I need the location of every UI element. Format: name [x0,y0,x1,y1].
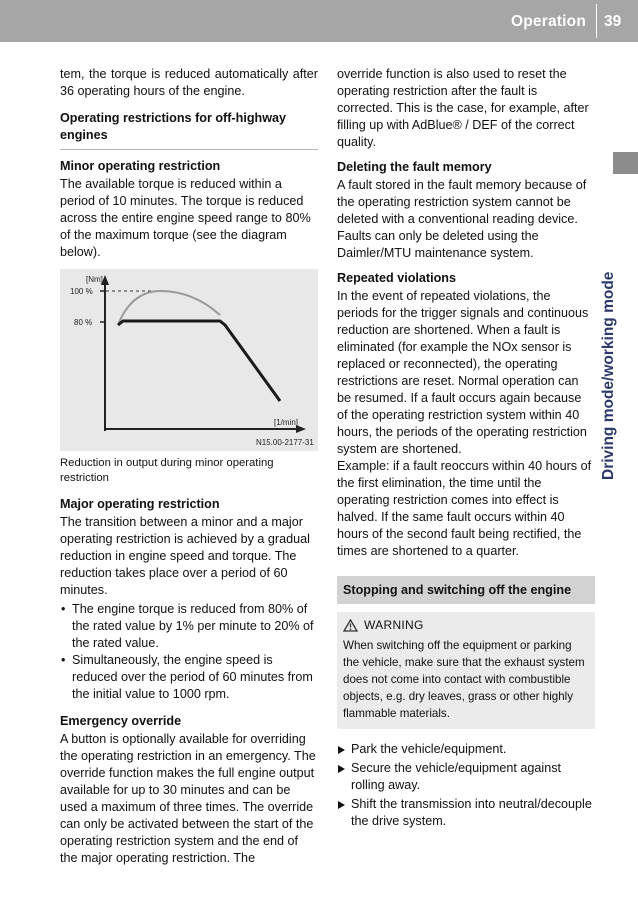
page-number: 39 [604,13,622,30]
x-unit-label: [1/min] [274,418,299,427]
reduced-torque-curve [118,321,280,401]
step-text: Secure the vehicle/equipment against rolling away. [351,761,562,792]
chapter-label: Driving mode/working mode [600,271,617,480]
section-title: Operation [510,13,586,30]
minor-restriction-paragraph: The available torque is reduced within a period of 10 minutes. The torque is reduced across the entire engine speed range to 80% of the maximum torque (see the diagram below). [60,177,311,259]
step-arrow-icon [338,765,345,773]
bullet-icon: • [61,602,66,616]
label-100-percent: 100 % [70,287,93,296]
heading-offhighway: Operating restrictions for off-highway engines [60,110,318,150]
heading-minor-restriction: Minor operating restriction [60,159,221,173]
intro-paragraph: tem, the torque is reduced automatically after 36 operating hours of the engine. [60,67,318,98]
chapter-tab [613,152,638,174]
heading-repeated-violations: Repeated violations [337,271,456,285]
step-arrow-icon [338,746,345,754]
warning-label: WARNING [364,618,424,632]
step-text: Shift the transmission into neutral/decouple the drive system. [351,797,592,828]
step-arrow-icon [338,801,345,809]
right-column [337,66,595,832]
override-paragraph: override function is also used to reset the operating restriction after the fault is corrected. This is the case, for example, after filling up with AdBlue® / DEF of the correct quality. [337,67,589,149]
y-unit-label: [Nm] [86,275,103,284]
list-item [337,796,595,830]
diagram-caption: Reduction in output during minor operating restriction [60,457,274,484]
page-header [0,0,638,42]
list-item-text: Simultaneously, the engine speed is reduced over the period of 60 minutes from the initial value to 1000 rpm. [72,653,313,701]
heading-major-restriction: Major operating restriction [60,497,220,511]
bullet-icon: • [61,653,66,667]
torque-diagram [60,269,318,451]
list-item [60,601,318,652]
list-item [337,760,595,794]
major-restriction-paragraph: The transition between a minor and a major operating restriction is achieved by a gradual reduction in engine speed and torque. The reduction takes place over a period of 60 minutes. [60,515,310,597]
heading-deleting-fault-memory: Deleting the fault memory [337,160,492,174]
warning-triangle-icon [343,619,358,632]
stopping-steps-list [337,741,595,830]
diagram-reference: N15.00-2177-31 [256,438,314,447]
heading-stopping-engine: Stopping and switching off the engine [337,576,595,604]
repeated-violations-paragraph: In the event of repeated violations, the periods for the trigger signals and continuous reduction are shortened. When a fault is eliminated (for example the NOx sensor is replaced or reconnected), the operating restrictions are reset. Normal operation can be resumed. If a fault occurs again because of the operating restriction system within 40 hours, the periods of the operating restriction system are shortened. [337,289,589,456]
list-item [60,652,318,703]
list-item [337,741,595,758]
label-80-percent: 80 % [74,318,93,327]
left-column [60,66,318,867]
major-restriction-list [60,601,318,703]
step-text: Park the vehicle/equipment. [351,742,507,756]
warning-box [337,612,595,729]
header-divider [596,4,597,38]
torque-diagram-svg [60,269,318,451]
deleting-fault-paragraph: A fault stored in the fault memory because of the operating restriction system cannot be deleted with a conventional reading device. Faults can only be deleted using the Daimler/MTU maintenance system. [337,178,587,260]
list-item-text: The engine torque is reduced from 80% of the rated value by 1% per minute to 20% of the rated value. [72,602,314,650]
emergency-override-paragraph: A button is optionally available for overriding the operating restriction in an emergency. The override function makes the full engine output available for up to 30 minutes and can be used a maximum of three times. The override can only be activated between the start of the operating restriction system and the end of the major operating restriction. The [60,732,316,865]
warning-text: When switching off the equipment or parking the vehicle, make sure that the exhaust system does not come into contact with combustible objects, e.g. dry leaves, grass or other highly flammable materials. [343,639,585,720]
repeated-example-paragraph: Example: if a fault reoccurs within 40 hours of the first elimination, the time until the operating restriction comes into effect is halved. If the same fault occurs within 40 hours of the second fault being rectified, the times are shortened to a quarter. [337,459,592,558]
heading-emergency-override: Emergency override [60,714,182,728]
warning-header [343,617,589,634]
